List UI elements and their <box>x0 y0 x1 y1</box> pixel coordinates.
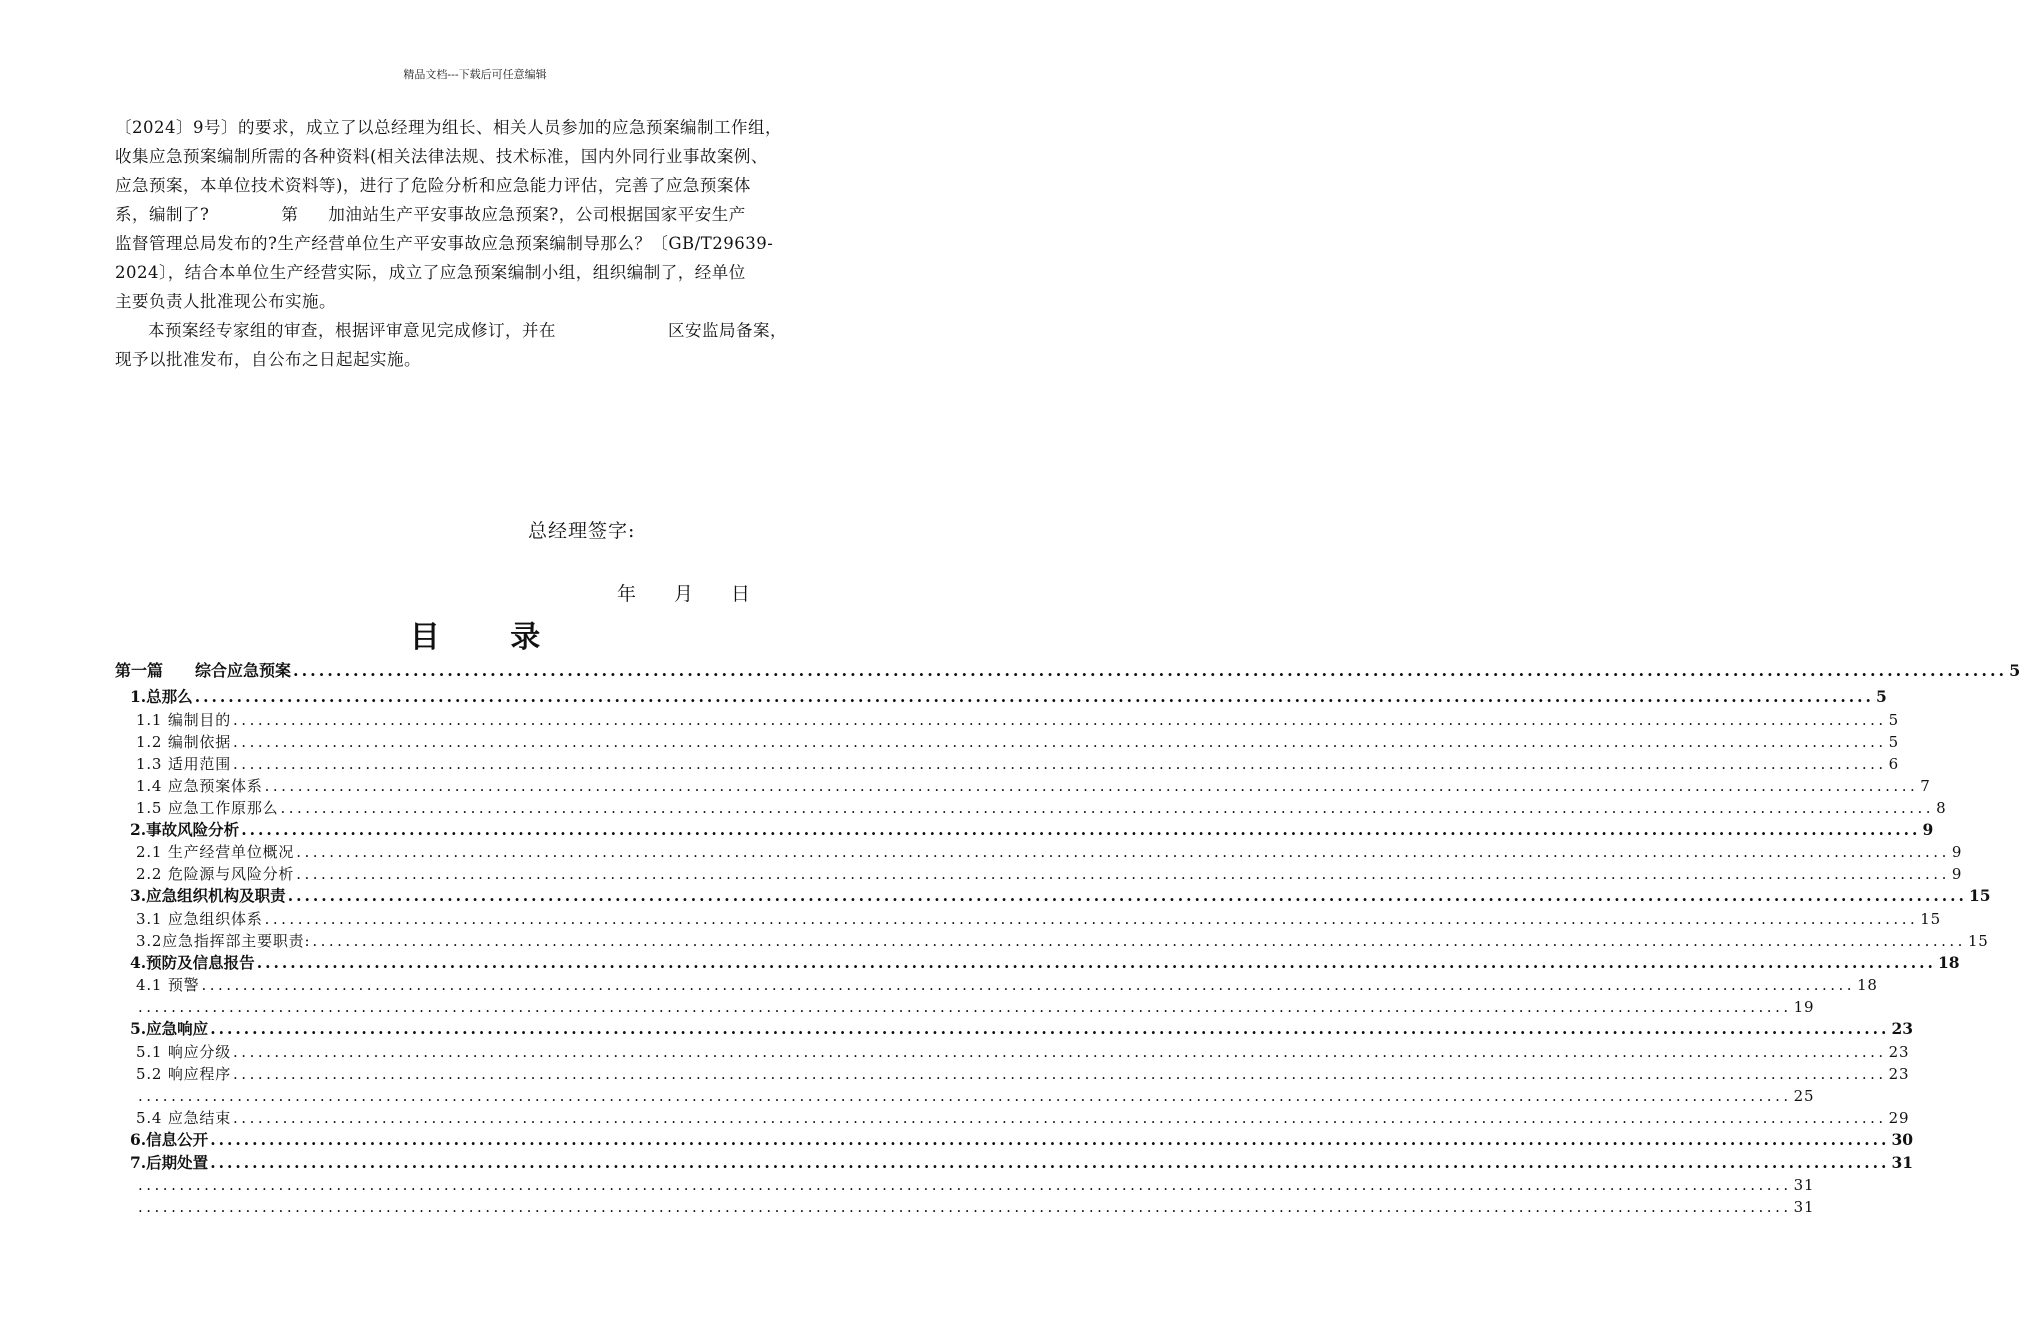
toc-entry-label: 3.2应急指挥部主要职责: <box>136 931 311 950</box>
text-fragment: 加油站生产平安事故应急预案?，公司根据国家平安生产 <box>328 205 746 224</box>
text-fragment: 第 <box>281 205 299 224</box>
toc-entry-label: 2.2 危险源与风险分析 <box>136 865 295 884</box>
toc-entry[interactable] <box>115 841 1963 863</box>
toc-entry[interactable] <box>115 996 1815 1018</box>
toc-entry-page: 18 <box>1857 976 1878 995</box>
toc-entry-page: 6 <box>1888 754 1899 773</box>
toc-leader-dots: ........................................................................................................................................................................................................ <box>138 1198 1792 1217</box>
toc-entry-label: 4.1 预警 <box>136 976 200 995</box>
toc-entry[interactable] <box>115 863 1963 885</box>
toc-leader-dots: ........................................................................................................................................................................................................ <box>138 998 1792 1017</box>
toc-leader-dots: ........................................................................................................................................................................................................ <box>194 687 1874 706</box>
toc-title: 目 录 <box>409 620 571 655</box>
toc-entry-page: 23 <box>1888 1042 1910 1061</box>
toc-entry[interactable] <box>115 686 1887 709</box>
toc-leader-dots: ........................................................................................................................................................................................................ <box>210 1019 1890 1039</box>
toc-entry[interactable] <box>115 819 1934 842</box>
text-fragment: 区安监局备案， <box>668 321 787 340</box>
toc-leader-dots: ........................................................................................................................................................................................................ <box>287 886 1967 906</box>
toc-entry[interactable] <box>115 1063 1910 1085</box>
toc-leader-dots: ........................................................................................................................................................................................................ <box>233 732 1887 751</box>
text-fragment: 系，编制了? <box>115 205 210 224</box>
toc-entry[interactable] <box>115 974 1878 996</box>
toc-leader-dots: ........................................................................................................................................................................................................ <box>264 909 1919 928</box>
text-fragment: 本预案经专家组的审查，根据评审意见完成修订，并在 <box>148 321 556 340</box>
page-header: 精品文档---下载后可任意编辑 <box>403 68 547 81</box>
toc-entry-page: 23 <box>1891 1019 1914 1039</box>
toc-entry[interactable] <box>115 930 1989 952</box>
toc-entry[interactable] <box>115 1174 1815 1196</box>
toc-entry-page: 18 <box>1937 952 1960 972</box>
date-year: 年 <box>617 583 637 605</box>
toc-entry-label: 7.后期处置 <box>130 1152 209 1172</box>
table-of-contents <box>115 656 2020 1218</box>
toc-entry[interactable] <box>115 1129 1914 1152</box>
toc-entry[interactable] <box>115 753 1899 775</box>
toc-entry-page: 5 <box>1888 732 1899 751</box>
text-line <box>115 316 850 345</box>
toc-entry-label: 1.总那么 <box>130 687 193 706</box>
toc-entry-label: 3.应急组织机构及职责 <box>130 886 286 906</box>
toc-entry-label: 3.1 应急组织体系 <box>136 909 263 928</box>
toc-entry-label: 2.1 生产经营单位概况 <box>136 843 295 862</box>
toc-entry-label: 第一篇 综合应急预案 <box>115 661 292 680</box>
toc-leader-dots: ........................................................................................................................................................................................................ <box>233 754 1887 773</box>
toc-entry[interactable] <box>115 1085 1815 1107</box>
toc-entry-label: 5.1 响应分级 <box>136 1042 232 1061</box>
toc-entry-label: 1.4 应急预案体系 <box>136 776 263 795</box>
toc-entry-page: 31 <box>1793 1198 1815 1217</box>
toc-entry[interactable] <box>115 709 1899 731</box>
toc-entry[interactable] <box>115 775 1931 797</box>
toc-entry-label: 1.3 适用范围 <box>136 754 232 773</box>
toc-entry[interactable] <box>115 656 2020 686</box>
toc-entry-page: 5 <box>1875 687 1887 706</box>
toc-entry[interactable] <box>115 952 1960 975</box>
toc-leader-dots: ........................................................................................................................................................................................................ <box>256 952 1936 972</box>
toc-leader-dots: ........................................................................................................................................................................................................ <box>312 931 1966 950</box>
toc-entry-page: 15 <box>1967 931 1989 950</box>
text-line: 监督管理总局发布的?生产经营单位生产平安事故应急预案编制导那么？〔GB/T29639- <box>115 234 774 253</box>
toc-entry-label: 1.5 应急工作原那么 <box>136 798 279 817</box>
toc-entry[interactable] <box>115 797 1947 819</box>
toc-entry[interactable] <box>115 1107 1910 1129</box>
toc-entry-label: 5.2 响应程序 <box>136 1064 232 1083</box>
toc-entry-page: 9 <box>1951 865 1963 884</box>
toc-leader-dots: ........................................................................................................................................................................................................ <box>210 1129 1890 1149</box>
toc-entry-label: 2.事故风险分析 <box>130 819 240 839</box>
toc-entry[interactable] <box>115 885 1991 908</box>
toc-leader-dots: ........................................................................................................................................................................................................ <box>138 1176 1792 1195</box>
toc-entry-page: 7 <box>1920 776 1931 795</box>
signature-label: 总经理签字: <box>528 520 636 542</box>
toc-entry-page: 5 <box>1888 710 1899 729</box>
toc-entry-page: 8 <box>1936 798 1947 817</box>
toc-entry-page: 19 <box>1793 998 1815 1017</box>
toc-entry[interactable] <box>115 1196 1815 1218</box>
toc-entry[interactable] <box>115 1152 1914 1175</box>
toc-entry[interactable] <box>115 908 1941 930</box>
toc-entry[interactable] <box>115 731 1899 753</box>
toc-entry-page: 9 <box>1922 819 1934 839</box>
toc-entry-page: 29 <box>1888 1108 1910 1127</box>
toc-leader-dots: ........................................................................................................................................................................................................ <box>293 661 2008 680</box>
text-line: 应急预案，本单位技术资料等)，进行了危险分析和应急能力评估，完善了应急预案体 <box>115 176 751 195</box>
toc-entry-page: 25 <box>1793 1086 1815 1105</box>
toc-entry-page: 9 <box>1951 843 1963 862</box>
text-line: 〔2024〕9号〕的要求，成立了以总经理为组长、相关人员参加的应急预案编制工作组， <box>115 118 782 137</box>
toc-entry-page: 31 <box>1891 1152 1914 1172</box>
toc-leader-dots: ........................................................................................................................................................................................................ <box>233 1042 1887 1061</box>
toc-entry[interactable] <box>115 1041 1910 1063</box>
text-line: 主要负责人批准现公布实施。 <box>115 292 336 311</box>
toc-leader-dots: ........................................................................................................................................................................................................ <box>233 1108 1887 1127</box>
toc-entry-page: 30 <box>1891 1129 1914 1149</box>
toc-entry-label: 1.2 编制依据 <box>136 732 232 751</box>
toc-leader-dots: ........................................................................................................................................................................................................ <box>233 710 1887 729</box>
text-line: 收集应急预案编制所需的各种资料(相关法律法规、技术标准，国内外同行业事故案例、 <box>115 147 768 166</box>
toc-leader-dots: ........................................................................................................................................................................................................ <box>296 843 1950 862</box>
toc-entry-page: 15 <box>1920 909 1941 928</box>
text-line <box>115 200 850 229</box>
toc-leader-dots: ........................................................................................................................................................................................................ <box>264 776 1919 795</box>
preface-paragraph <box>115 113 850 374</box>
text-line: 2024〕，结合本单位生产经营实际，成立了应急预案编制小组，组织编制了，经单位 <box>115 263 746 282</box>
toc-entry-page: 23 <box>1888 1064 1910 1083</box>
date-day: 日 <box>731 583 751 605</box>
toc-entry-label: 5.应急响应 <box>130 1019 209 1039</box>
toc-entry-page: 31 <box>1793 1176 1815 1195</box>
toc-entry-page: 15 <box>1968 886 1991 906</box>
toc-entry-label: 1.1 编制目的 <box>136 710 232 729</box>
toc-entry-label: 6.信息公开 <box>130 1129 209 1149</box>
toc-entry-page: 5 <box>2009 661 2020 680</box>
toc-leader-dots: ........................................................................................................................................................................................................ <box>296 865 1950 884</box>
toc-entry-label: 5.4 应急结束 <box>136 1108 232 1127</box>
toc-leader-dots: ........................................................................................................................................................................................................ <box>233 1064 1887 1083</box>
toc-entry[interactable] <box>115 1018 1914 1041</box>
toc-leader-dots: ........................................................................................................................................................................................................ <box>201 976 1856 995</box>
toc-leader-dots: ........................................................................................................................................................................................................ <box>280 798 1935 817</box>
text-line: 现予以批准发布，自公布之日起起实施。 <box>115 350 421 369</box>
toc-leader-dots: ........................................................................................................................................................................................................ <box>241 819 1921 839</box>
toc-leader-dots: ........................................................................................................................................................................................................ <box>138 1086 1792 1105</box>
date-line <box>617 579 788 606</box>
date-month: 月 <box>674 583 694 605</box>
toc-entry-label: 4.预防及信息报告 <box>130 952 255 972</box>
toc-leader-dots: ........................................................................................................................................................................................................ <box>210 1152 1890 1172</box>
